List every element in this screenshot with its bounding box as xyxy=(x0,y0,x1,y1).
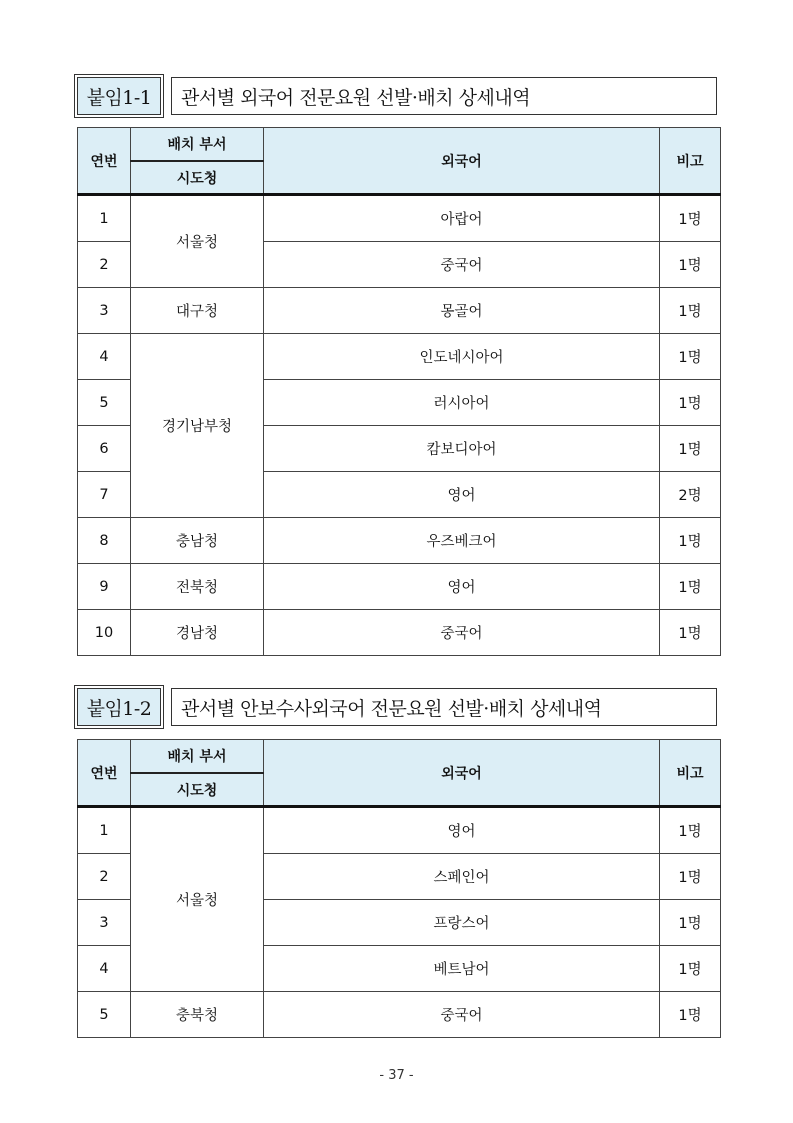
table-row xyxy=(78,992,721,1038)
section-title: 관서별 안보수사외국어 전문요원 선발·배치 상세내역 xyxy=(171,688,717,726)
cell-no: 3 xyxy=(78,900,131,946)
cell-office: 대구청 xyxy=(131,288,264,334)
cell-language: 영어 xyxy=(264,472,660,518)
cell-language: 우즈베크어 xyxy=(264,518,660,564)
cell-remark: 1명 xyxy=(660,854,721,900)
cell-remark: 1명 xyxy=(660,900,721,946)
cell-language: 러시아어 xyxy=(264,380,660,426)
table-row xyxy=(78,288,721,334)
header-office: 시도청 xyxy=(131,773,264,807)
cell-no: 9 xyxy=(78,564,131,610)
table-row xyxy=(78,807,721,854)
cell-remark: 1명 xyxy=(660,992,721,1038)
cell-office: 경남청 xyxy=(131,610,264,656)
cell-language: 중국어 xyxy=(264,992,660,1038)
cell-no: 8 xyxy=(78,518,131,564)
cell-language: 몽골어 xyxy=(264,288,660,334)
header-no: 연번 xyxy=(78,128,131,195)
cell-no: 2 xyxy=(78,854,131,900)
cell-remark: 1명 xyxy=(660,610,721,656)
cell-remark: 1명 xyxy=(660,946,721,992)
cell-language: 중국어 xyxy=(264,242,660,288)
header-dept: 배치 부서 xyxy=(131,128,264,162)
cell-no: 10 xyxy=(78,610,131,656)
attachment-label: 붙임1-1 xyxy=(77,77,161,115)
cell-language: 영어 xyxy=(264,564,660,610)
cell-language: 영어 xyxy=(264,807,660,854)
section-1-header xyxy=(77,77,717,115)
cell-office: 충남청 xyxy=(131,518,264,564)
placement-table-1 xyxy=(77,127,721,656)
cell-language: 베트남어 xyxy=(264,946,660,992)
header-office: 시도청 xyxy=(131,161,264,195)
cell-language: 프랑스어 xyxy=(264,900,660,946)
cell-language: 캄보디아어 xyxy=(264,426,660,472)
placement-table-2 xyxy=(77,739,721,1038)
cell-no: 4 xyxy=(78,946,131,992)
table-row xyxy=(78,334,721,380)
cell-remark: 1명 xyxy=(660,334,721,380)
cell-remark: 1명 xyxy=(660,288,721,334)
cell-remark: 1명 xyxy=(660,426,721,472)
cell-no: 2 xyxy=(78,242,131,288)
cell-no: 1 xyxy=(78,807,131,854)
page-number: - 37 - xyxy=(379,1068,414,1083)
table-row xyxy=(78,195,721,242)
header-no: 연번 xyxy=(78,740,131,807)
cell-no: 4 xyxy=(78,334,131,380)
cell-remark: 1명 xyxy=(660,518,721,564)
cell-remark: 1명 xyxy=(660,242,721,288)
header-dept: 배치 부서 xyxy=(131,740,264,774)
cell-office: 서울청 xyxy=(131,195,264,288)
cell-language: 인도네시아어 xyxy=(264,334,660,380)
cell-no: 5 xyxy=(78,992,131,1038)
header-remark: 비고 xyxy=(660,128,721,195)
header-language: 외국어 xyxy=(264,740,660,807)
cell-office: 경기남부청 xyxy=(131,334,264,518)
cell-remark: 2명 xyxy=(660,472,721,518)
section-2-header xyxy=(77,688,717,726)
attachment-label: 붙임1-2 xyxy=(77,688,161,726)
cell-office: 서울청 xyxy=(131,807,264,992)
cell-language: 아랍어 xyxy=(264,195,660,242)
header-remark: 비고 xyxy=(660,740,721,807)
cell-no: 1 xyxy=(78,195,131,242)
cell-no: 6 xyxy=(78,426,131,472)
cell-language: 중국어 xyxy=(264,610,660,656)
section-title: 관서별 외국어 전문요원 선발·배치 상세내역 xyxy=(171,77,717,115)
cell-remark: 1명 xyxy=(660,807,721,854)
cell-remark: 1명 xyxy=(660,195,721,242)
cell-office: 충북청 xyxy=(131,992,264,1038)
table-row xyxy=(78,518,721,564)
cell-no: 3 xyxy=(78,288,131,334)
cell-office: 전북청 xyxy=(131,564,264,610)
header-language: 외국어 xyxy=(264,128,660,195)
table-row xyxy=(78,564,721,610)
cell-no: 7 xyxy=(78,472,131,518)
cell-remark: 1명 xyxy=(660,380,721,426)
cell-no: 5 xyxy=(78,380,131,426)
cell-remark: 1명 xyxy=(660,564,721,610)
cell-language: 스페인어 xyxy=(264,854,660,900)
table-row xyxy=(78,610,721,656)
